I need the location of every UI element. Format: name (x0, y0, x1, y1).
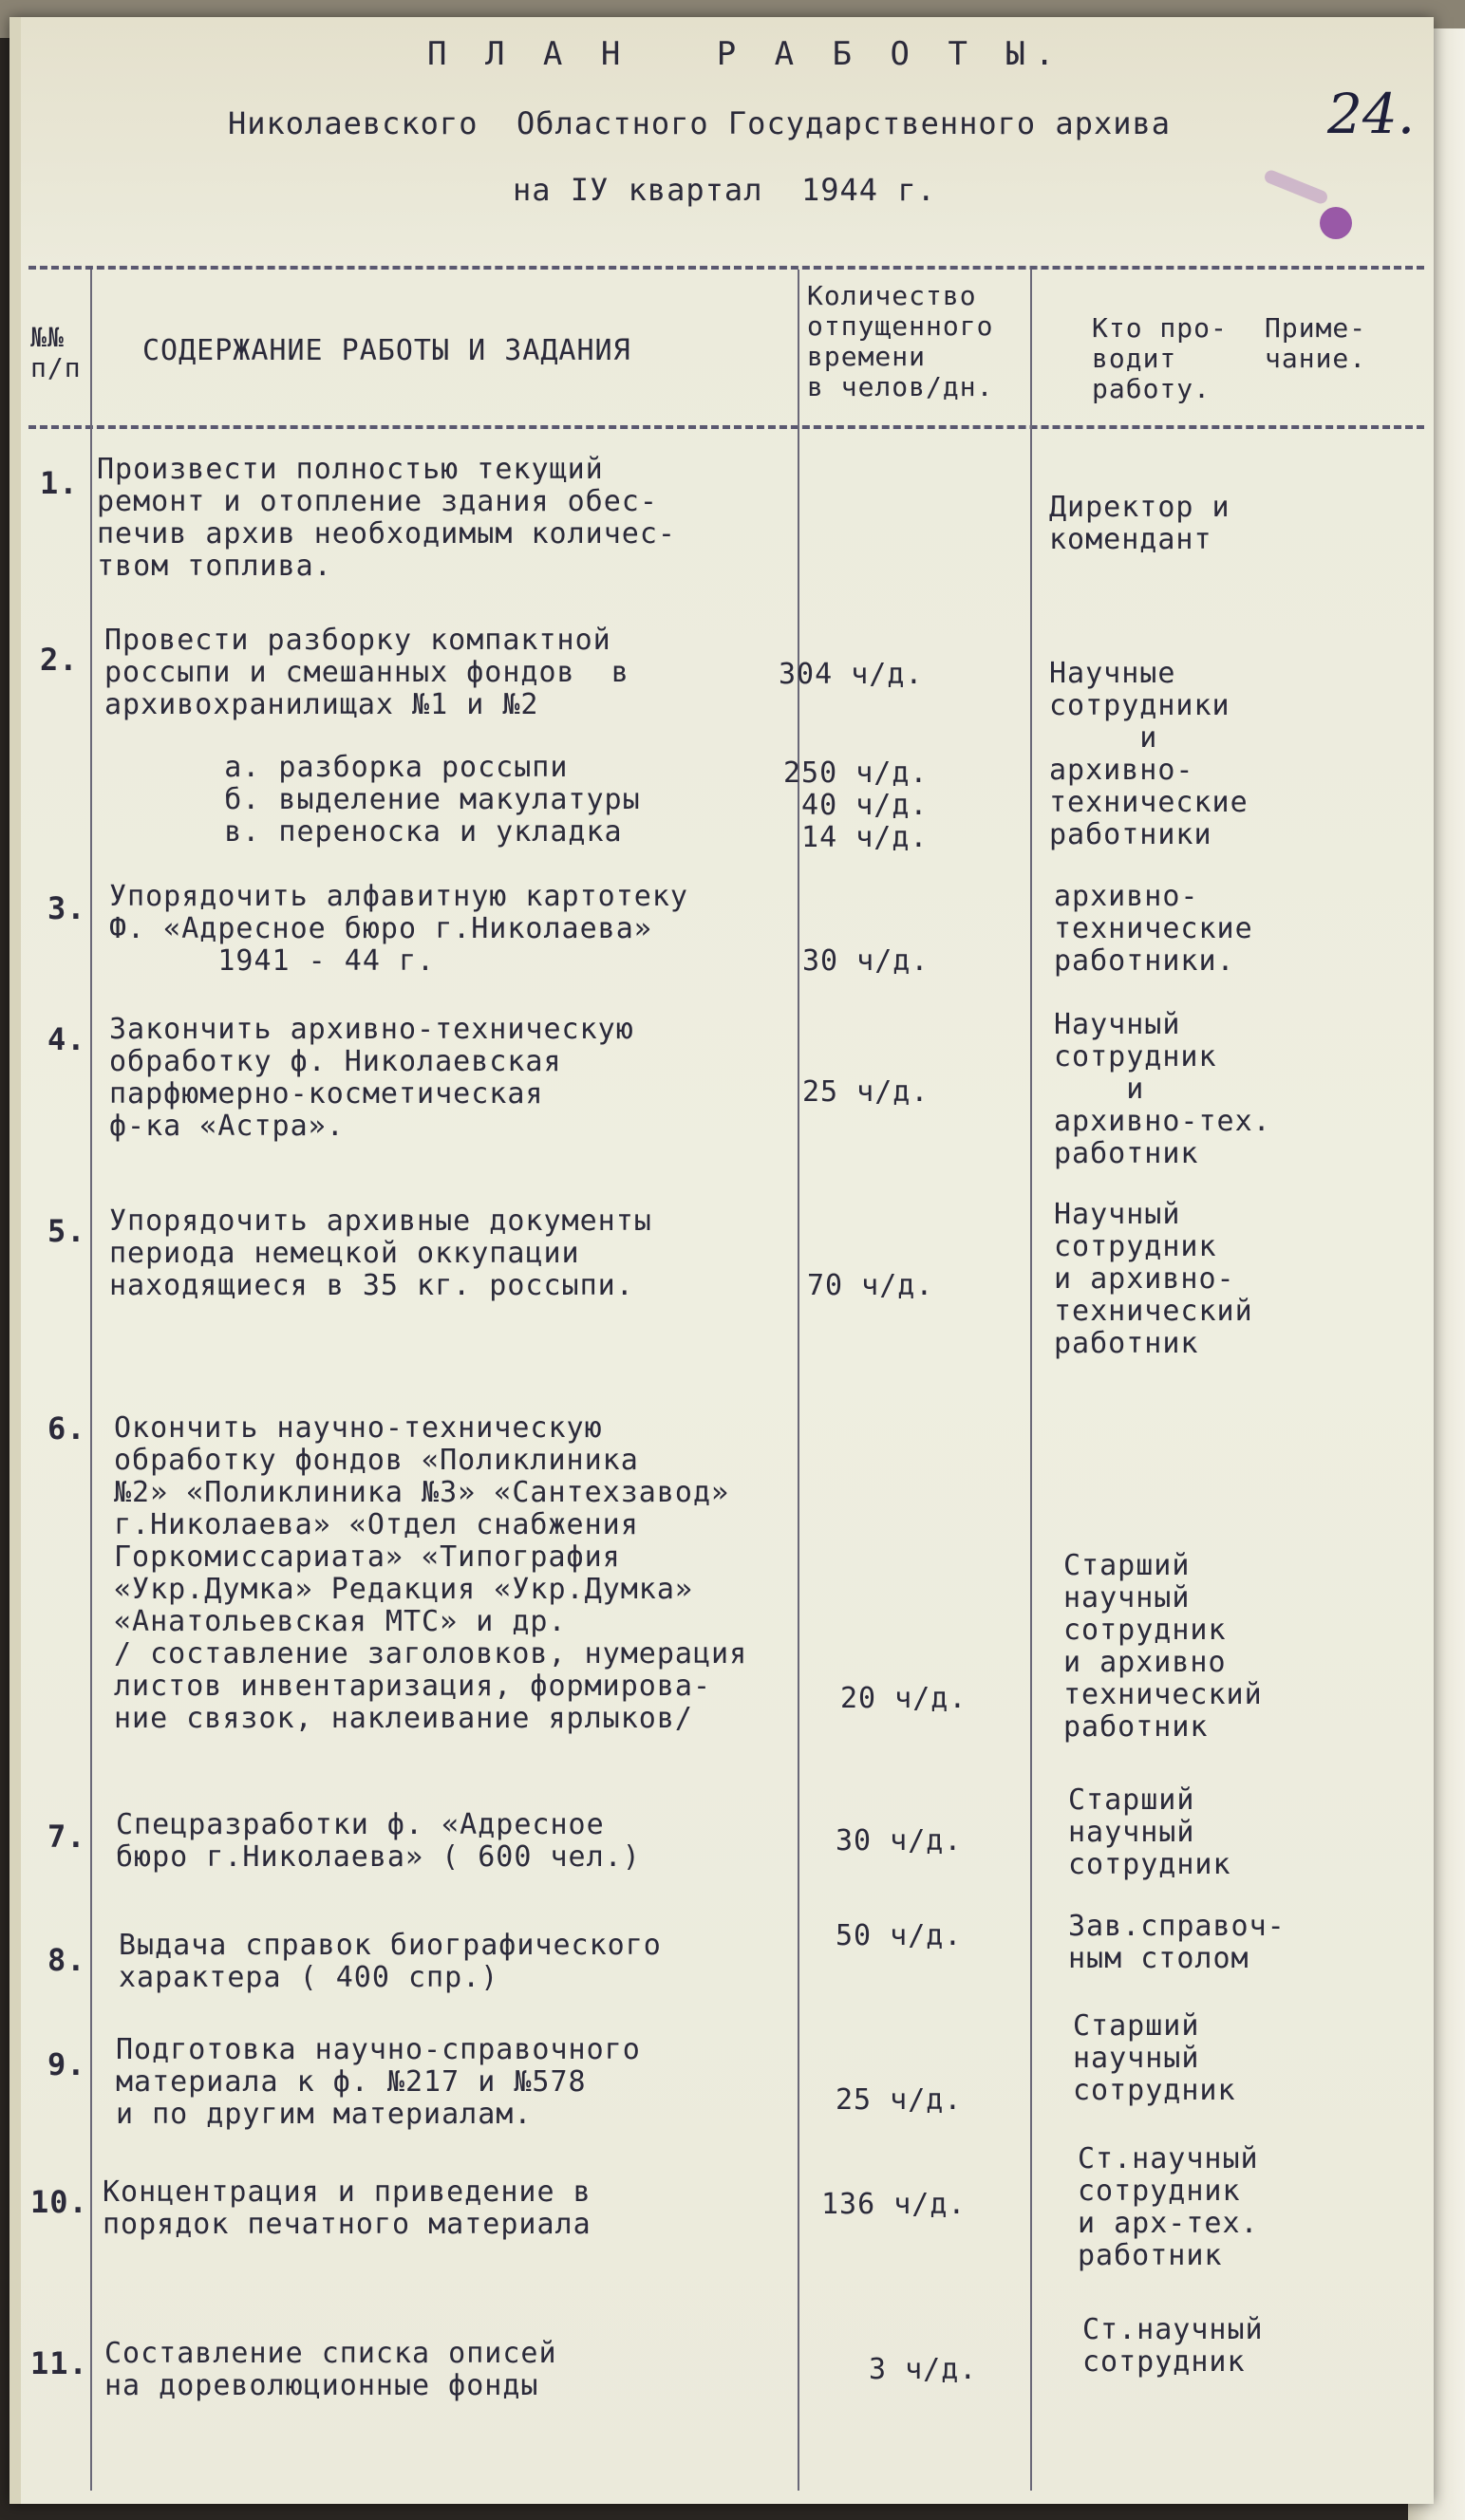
row-number: 5. (47, 1213, 86, 1249)
row-number: 2. (40, 642, 79, 678)
row-executor: Ст.научный сотрудник (1082, 2313, 1264, 2379)
row-executor: Директор и комендант (1049, 491, 1230, 556)
row-task: Упорядочить архивные документы периода немецкой оккупации находящиеся в 35 кг. россыпи. (109, 1204, 652, 1302)
row-number: 4. (47, 1021, 86, 1057)
column-header-time: Количество отпущенного времени в челов/дн. (807, 280, 994, 402)
row-number: 9. (47, 2046, 86, 2082)
row-task: Выдача справок биографического характера ( 400 спр.) (119, 1929, 662, 1994)
row-time: 25 ч/д. (802, 1075, 930, 1109)
row-task: Спецразработки ф. «Адресное бюро г.Николаева» ( 600 чел.) (116, 1808, 641, 1874)
row-number: 10. (30, 2184, 88, 2220)
row-task: Концентрация и приведение в порядок печатного материала (103, 2175, 592, 2241)
column-header-num: №№ п/п (30, 322, 82, 383)
row-time: 304 ч/д. (779, 658, 924, 691)
column-header-content: СОДЕРЖАНИЕ РАБОТЫ И ЗАДАНИЯ (142, 334, 631, 367)
column-header-who: Кто про- водит работу. (1092, 312, 1228, 404)
column-divider-who (1030, 270, 1032, 2491)
row-task: Подготовка научно-справочного материала к ф. №217 и №578 и по другим материалам. (116, 2033, 641, 2131)
row-time: 3 ч/д. (869, 2353, 978, 2386)
row-time: 50 ч/д. (836, 1919, 963, 1952)
row-task: Составление списка описей на дореволюционные фонды (104, 2337, 557, 2402)
row-task: Закончить архивно-техническую обработку ф. Николаевская парфюмерно-косметическая ф-ка «Астра». (109, 1013, 634, 1143)
row-task: Провести разборку компактной россыпи и смешанных фондов в архивохранилищах №1 и №2 (104, 624, 629, 721)
row-time: 136 ч/д. (821, 2188, 967, 2221)
row-time: 30 ч/д. (836, 1824, 963, 1857)
row-time: 25 ч/д. (836, 2083, 963, 2117)
column-header-note: Приме- чание. (1265, 312, 1367, 374)
row-number: 11. (30, 2345, 88, 2381)
table-header-rule (28, 425, 1424, 429)
row-subtask-times: 250 ч/д. 40 ч/д. 14 ч/д. (783, 756, 929, 854)
row-number: 6. (47, 1410, 86, 1447)
row-task: Окончить научно-техническую обработку фондов «Поликлиника №2» «Поликлиника №3» «Сантехзавод» г.Николаева» «Отдел снабжения Горкомиссариата» «Типография «Укр.Думка» Редакция «Укр.Думка» «Анатольевская МТС» и др. / составление заголовков, нумерация листов инвентаризация, формирова- ние связок, наклеивание ярлыков/ (114, 1411, 748, 1735)
row-number: 7. (47, 1819, 86, 1855)
row-executor: Научные сотрудники и архивно- технические работники (1049, 657, 1249, 851)
row-executor: Научный сотрудник и архивно-тех. работник (1054, 1008, 1271, 1170)
row-executor: архивно- технические работники. (1054, 880, 1253, 978)
column-divider-time (798, 270, 799, 2491)
row-executor: Старший научный сотрудник и архивно технический работник (1063, 1549, 1263, 1744)
page-number: 24. (1327, 82, 1416, 146)
document-period: на IУ квартал 1944 г. (513, 172, 936, 208)
row-subtasks: а. разборка россыпи б. выделение макулатуры в. переноска и укладка (224, 751, 641, 849)
ink-smear (1263, 168, 1329, 205)
row-time: 30 ч/д. (802, 944, 930, 978)
row-task: Произвести полностью текущий ремонт и отопление здания обес- печив архив необходимым количес- твом топлива. (97, 453, 676, 583)
column-divider-num (90, 270, 92, 2491)
row-executor: Старший научный сотрудник (1073, 2009, 1236, 2107)
ink-stamp-dot (1320, 207, 1352, 239)
document-page (9, 17, 1434, 2504)
row-executor: Научный сотрудник и архивно- технический работник (1054, 1198, 1253, 1360)
row-task: Упорядочить алфавитную картотеку Ф. «Адресное бюро г.Николаева» 1941 - 44 г. (109, 880, 688, 978)
page-binding-edge (9, 17, 21, 2504)
document-title: П Л А Н Р А Б О Т Ы. (427, 35, 1064, 73)
row-executor: Зав.справоч- ным столом (1068, 1910, 1286, 1975)
row-time: 70 ч/д. (807, 1269, 934, 1302)
table-top-rule (28, 266, 1424, 270)
row-number: 1. (40, 465, 79, 501)
row-number: 8. (47, 1942, 86, 1978)
row-number: 3. (47, 890, 86, 926)
row-executor: Ст.научный сотрудник и арх-тех. работник (1078, 2142, 1259, 2272)
row-executor: Старший научный сотрудник (1068, 1783, 1231, 1881)
row-time: 20 ч/д. (840, 1682, 967, 1715)
document-subtitle: Николаевского Областного Государственного архива (228, 105, 1172, 141)
